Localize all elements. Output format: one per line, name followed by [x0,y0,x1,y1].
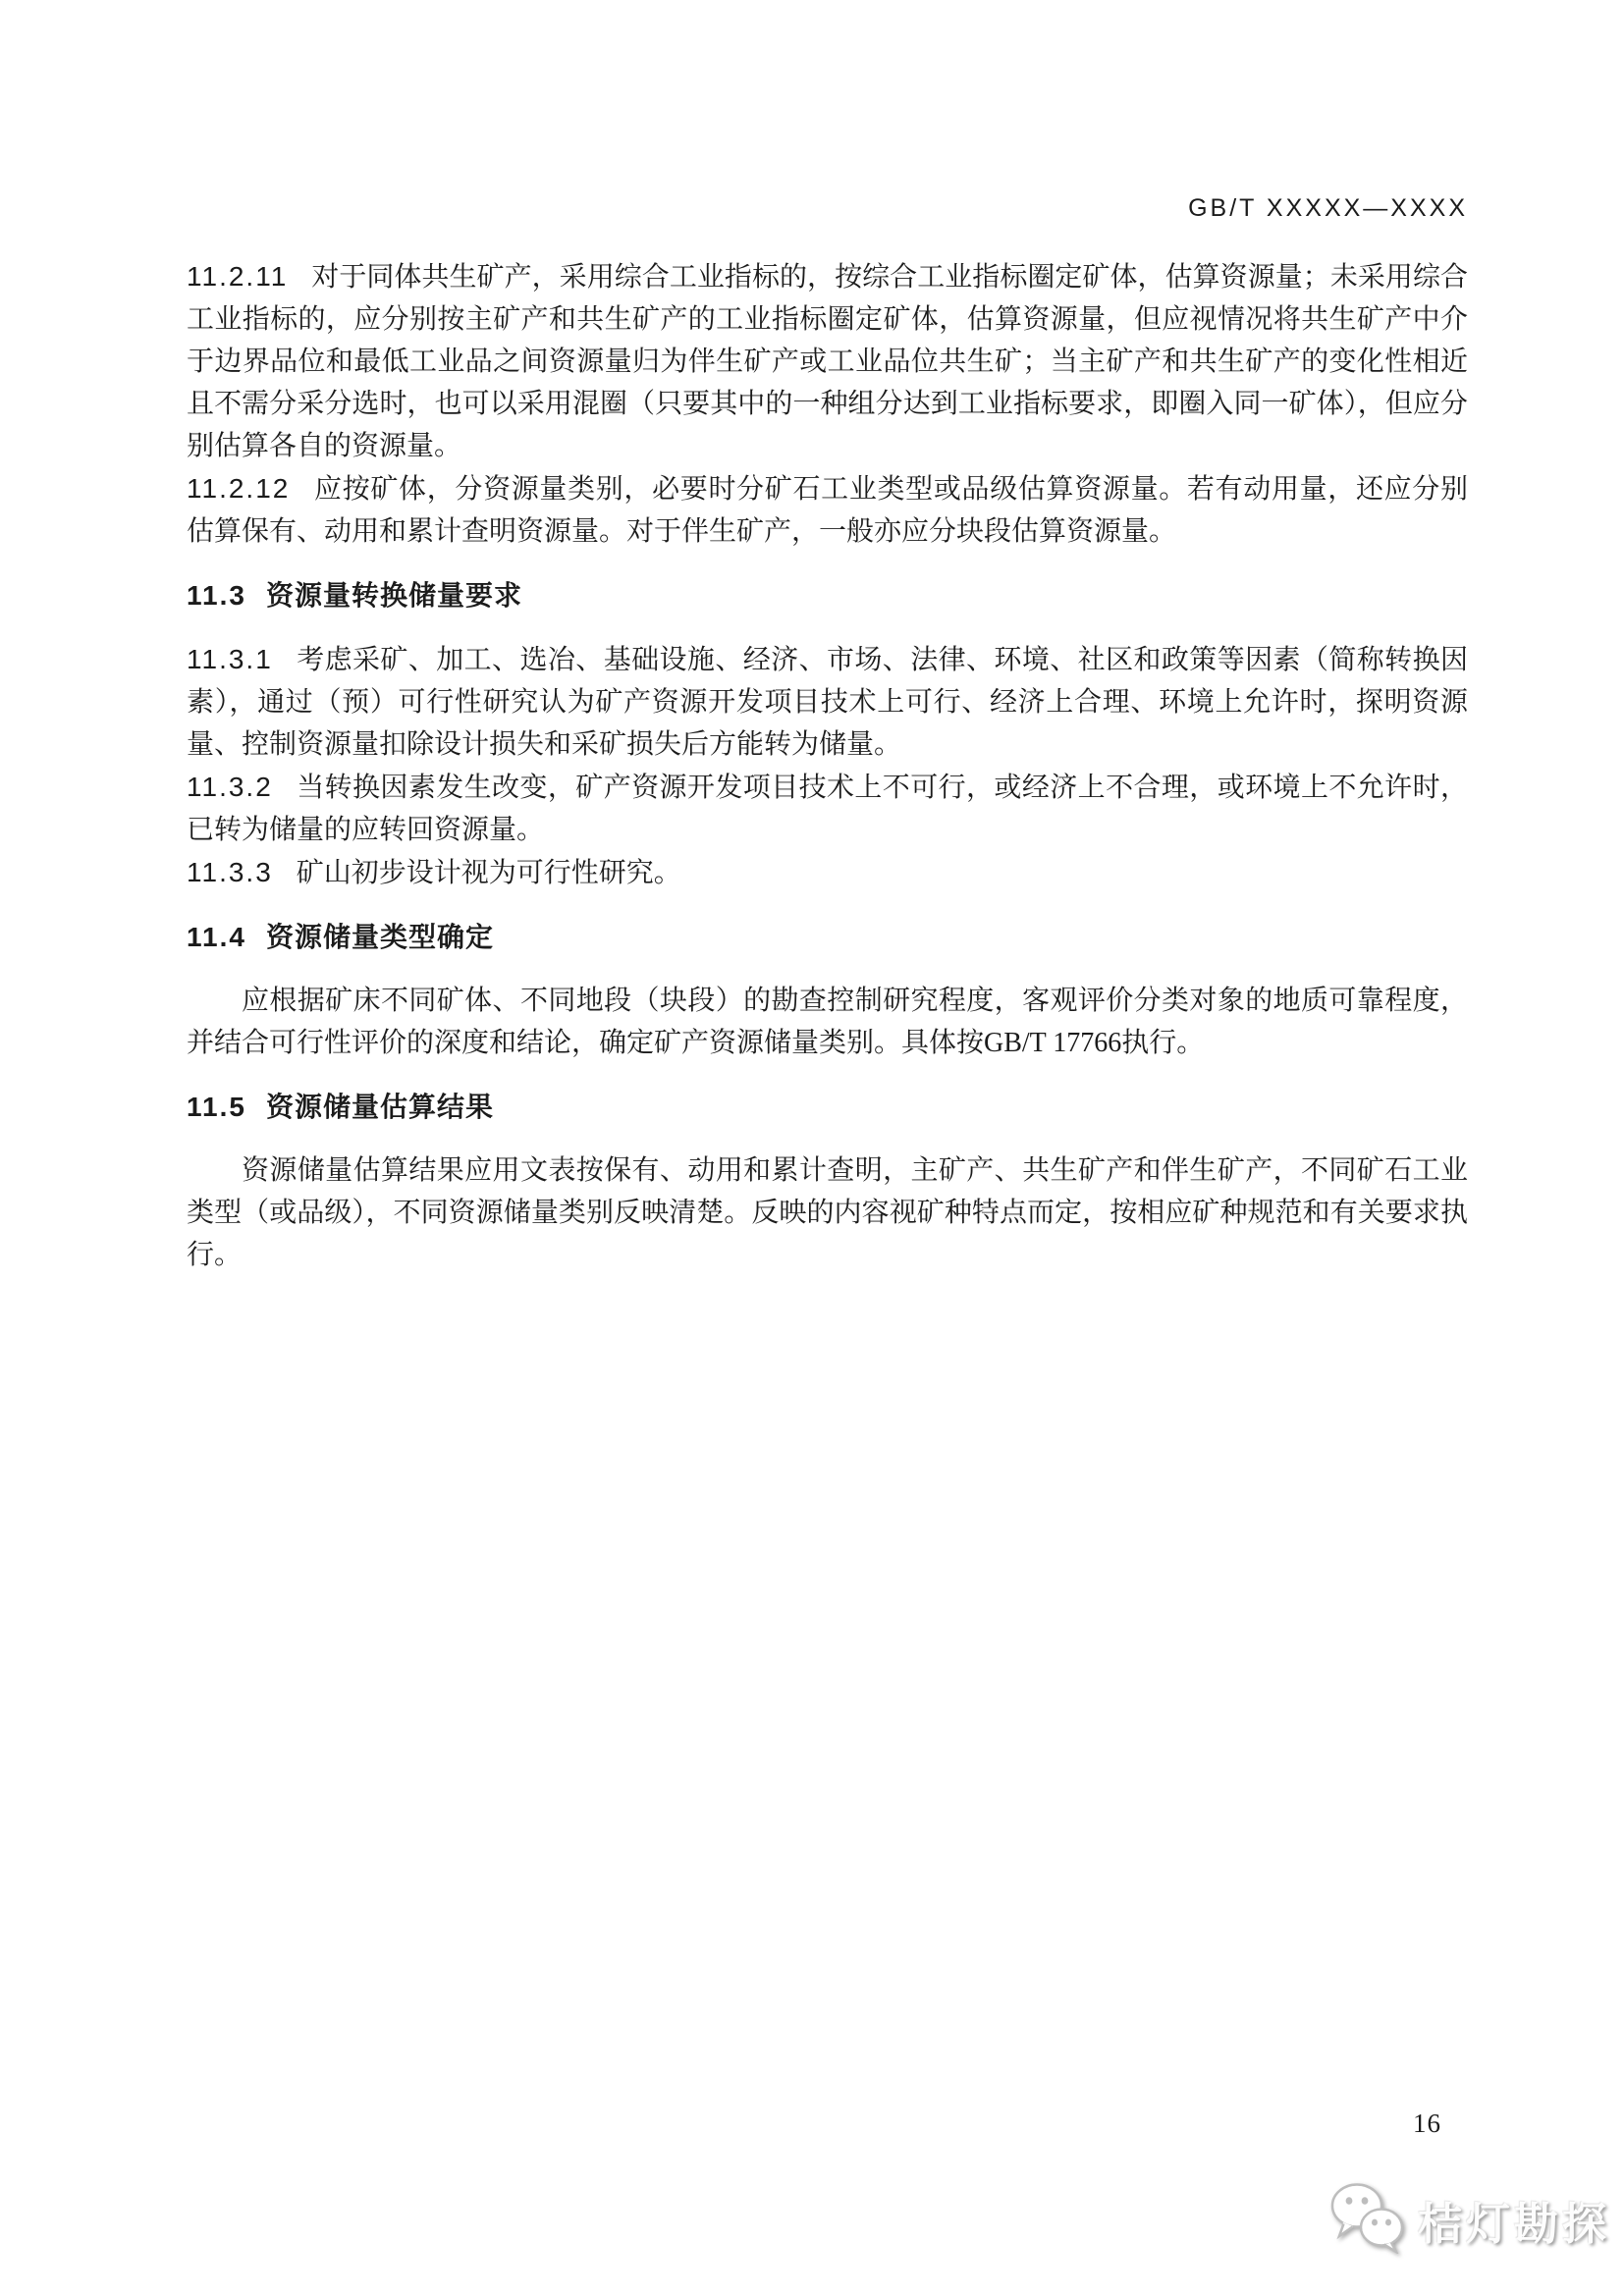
section-heading: 11.5 资源储量估算结果 [187,1092,494,1122]
clause-number: 11.3.2 [187,772,273,802]
watermark-label: 桔灯勘探 [1418,2200,1611,2249]
section-heading: 11.4 资源储量类型确定 [187,922,494,952]
clause-number: 11.5 [187,1092,246,1122]
clause-number: 11.2.12 [187,473,291,504]
paragraph: 11.3.2 当转换因素发生改变，矿产资源开发项目技术上不可行，或经济上不合理，或环境上不允许时，已转为储量的应转回资源量。 [187,772,1468,845]
clause-number: 11.3.1 [187,644,273,674]
paragraph: 11.3.3 矿山初步设计视为可行性研究。 [187,857,681,888]
paragraph: 应根据矿床不同矿体、不同地段（块段）的勘查控制研究程度，客观评价分类对象的地质可靠程度，并结合可行性评价的深度和结论，确定矿产资源储量类别。具体按GB/T 17766执行。 [187,986,1468,1058]
standard-code: GB/T XXXXX—XXXX [1188,194,1468,222]
section-heading: 11.3 资源量转换储量要求 [187,580,522,611]
page-number: 16 [1413,2109,1441,2138]
document-body [187,255,1468,1276]
standard-code-header [187,194,1468,223]
watermark [1327,2181,1610,2259]
clause-number: 11.2.11 [187,261,289,292]
paragraph: 资源储量估算结果应用文表按保有、动用和累计查明，主矿产、共生矿产和伴生矿产，不同矿石工业类型（或品级），不同资源储量类别反映清楚。反映的内容视矿种特点而定，按相应矿种规范和有关要求执行。 [187,1155,1468,1270]
clause-number: 11.3 [187,580,246,611]
clause-number: 11.3.3 [187,857,273,887]
wechat-icon [1327,2181,1408,2259]
clause-number: 11.4 [187,922,246,952]
paragraph: 11.2.12 应按矿体，分资源量类别，必要时分矿石工业类型或品级估算资源量。若有动用量，还应分别估算保有、动用和累计查明资源量。对于伴生矿产，一般亦应分块段估算资源量。 [187,473,1468,547]
paragraph: 11.2.11 对于同体共生矿产，采用综合工业指标的，按综合工业指标圈定矿体，估算资源量；未采用综合工业指标的，应分别按主矿产和共生矿产的工业指标圈定矿体，估算资源量，但应视情况将共生矿产中介于边界品位和最低工业品之间资源量归为伴生矿产或工业品位共生矿；当主矿产和共生矿产的变化性相近且不需分采分选时，也可以采用混圈（只要其中的一种组分达到工业指标要求，即圈入同一矿体），但应分别估算各自的资源量。 [187,261,1468,461]
paragraph: 11.3.1 考虑采矿、加工、选冶、基础设施、经济、市场、法律、环境、社区和政策等因素（简称转换因素），通过（预）可行性研究认为矿产资源开发项目技术上可行、经济上合理、环境上允许时，探明资源量、控制资源量扣除设计损失和采矿损失后方能转为储量。 [187,644,1468,760]
